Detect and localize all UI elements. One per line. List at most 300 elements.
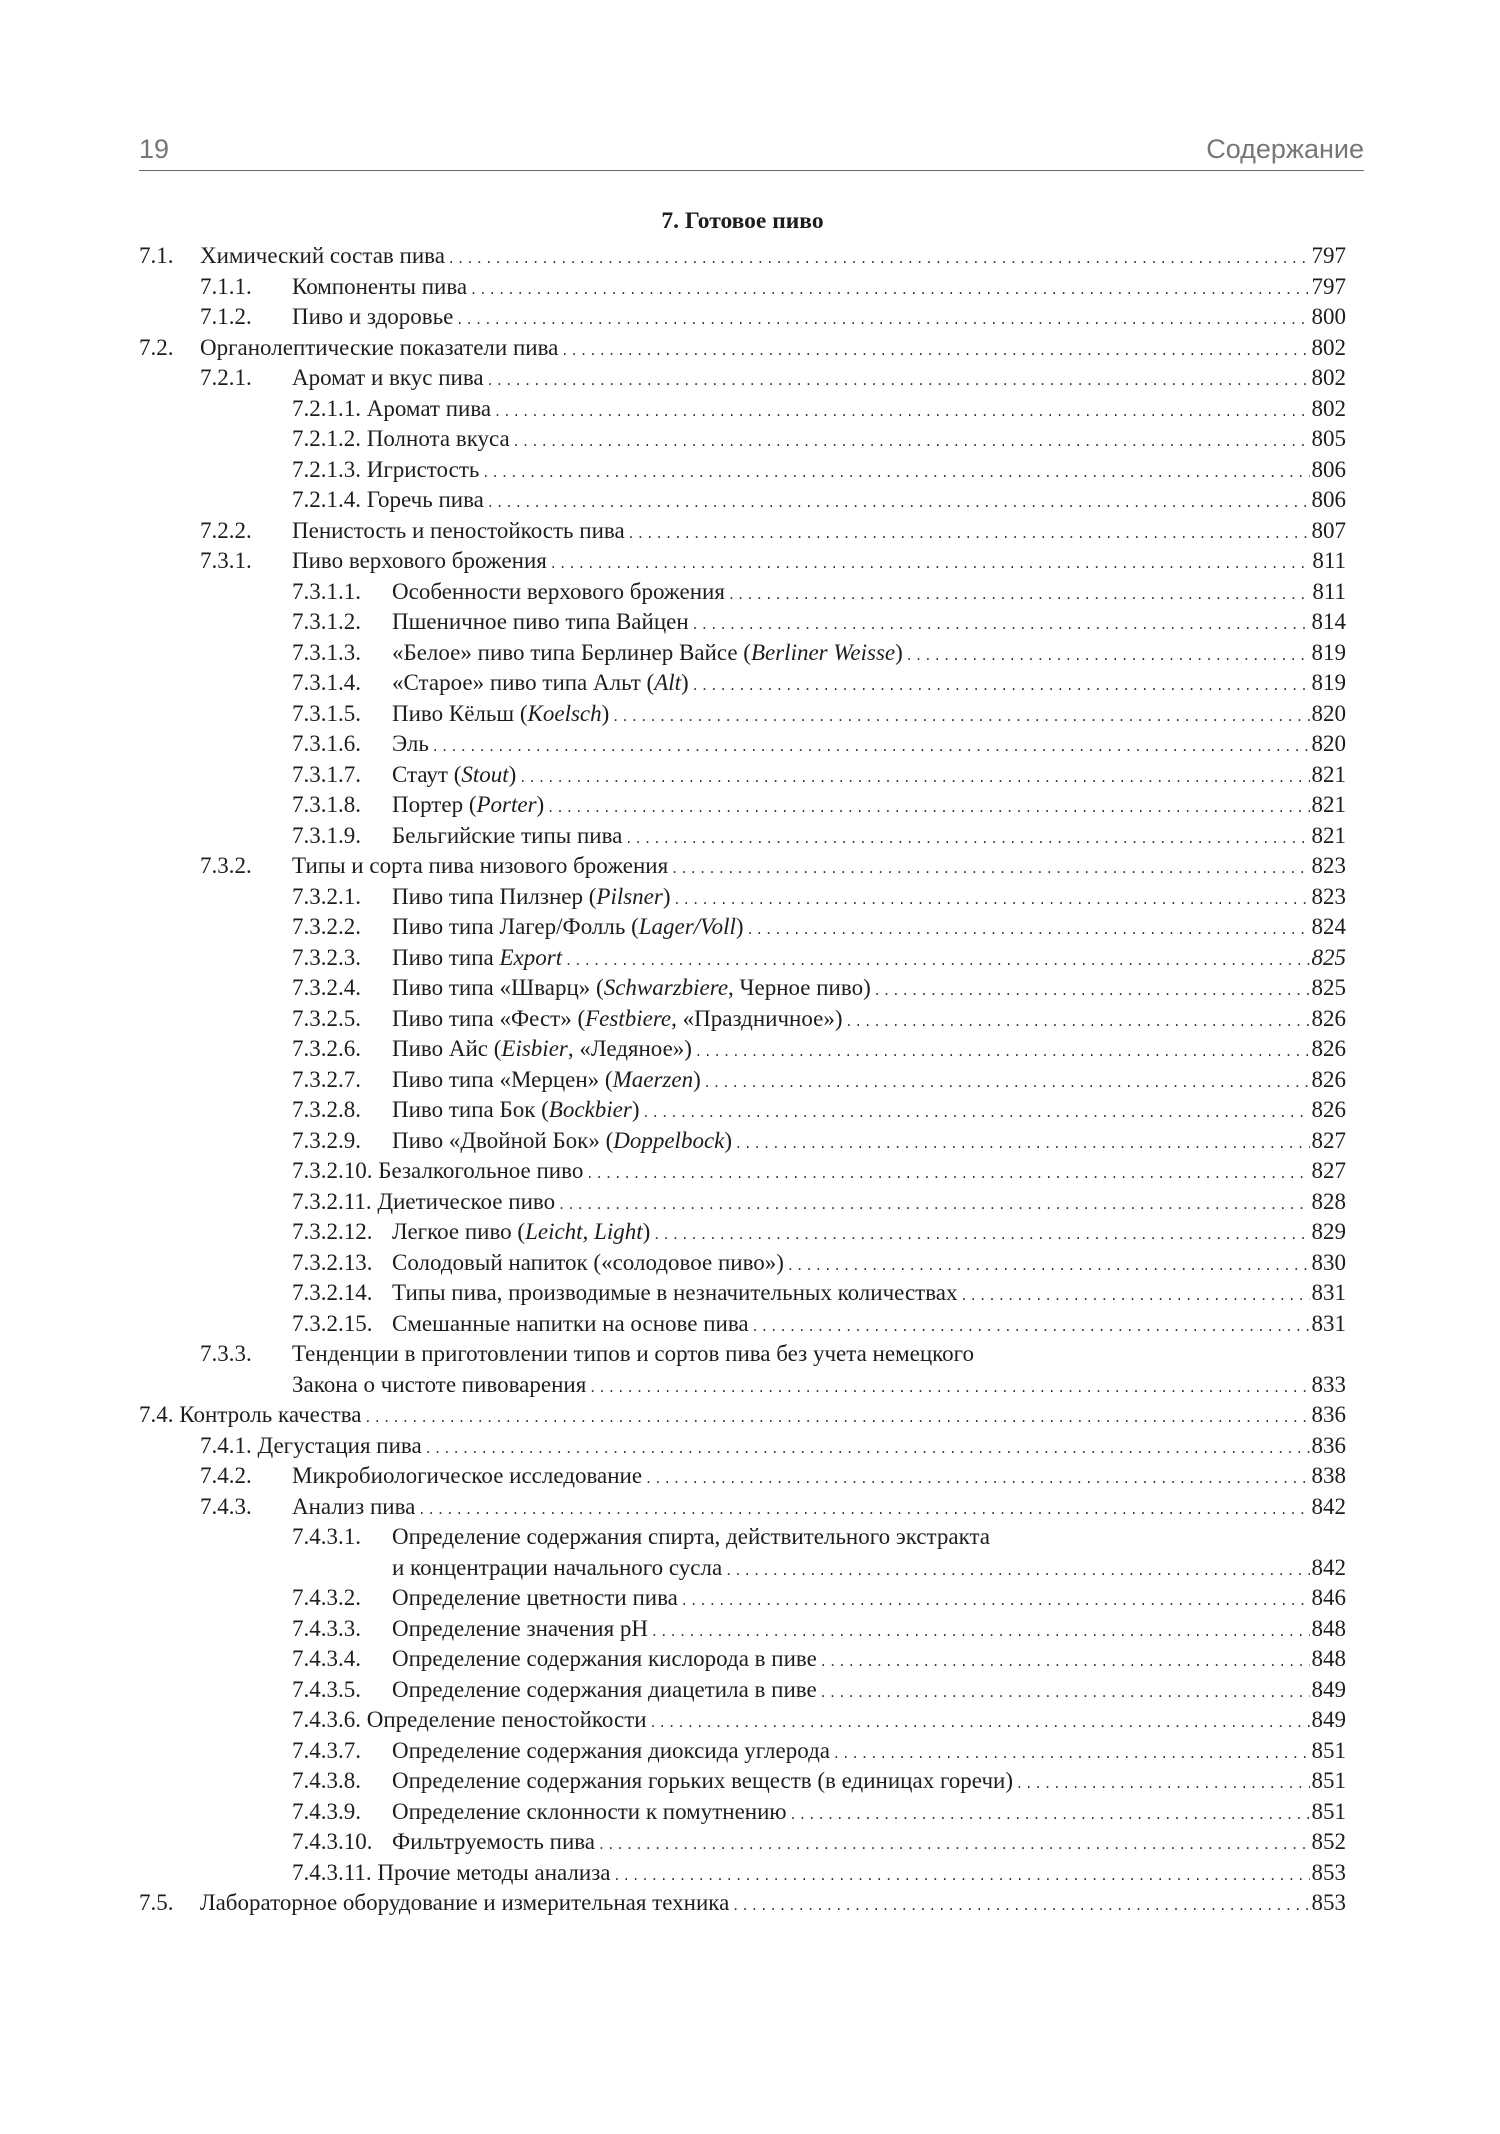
toc-page: 826 [1311, 1036, 1346, 1061]
toc-line [392, 1126, 1346, 1159]
toc-title-italic: Koelsch [527, 700, 602, 726]
toc-title-wrap [392, 1614, 648, 1645]
toc-entry [139, 1858, 1346, 1889]
toc-line [292, 424, 1346, 457]
toc-entry [139, 1827, 1346, 1858]
toc-number: 7.3.2.14. [292, 1280, 373, 1305]
toc-title-wrap [392, 1644, 817, 1675]
toc-line [392, 1004, 1346, 1037]
toc-title: Солодовый напиток («солодовое пиво») [392, 1249, 784, 1275]
toc-page: 797 [1311, 273, 1346, 299]
toc-title: Определение склонности к помутнению [392, 1798, 787, 1824]
toc-title-wrap [392, 1736, 830, 1767]
toc-page: 851 [1311, 1737, 1346, 1763]
toc-entry [139, 302, 1346, 333]
toc-title: Легкое пиво ( [392, 1219, 526, 1244]
toc-line [392, 790, 1346, 823]
toc-line [392, 577, 1346, 610]
toc-title-italic: Porter [476, 792, 537, 817]
toc-number: 7.4.2. [200, 1463, 252, 1488]
toc-title-italic: Stout [461, 761, 509, 787]
toc-page: 853 [1311, 1890, 1346, 1915]
toc-title-italic: Leicht, Light [525, 1219, 643, 1244]
toc-number: 7.1.1. [200, 273, 252, 299]
toc-line [392, 668, 1346, 701]
toc-number: 7.3.2.5. [292, 1005, 361, 1031]
toc-title: Определение цветности пива [392, 1585, 678, 1610]
toc-page: 826 [1311, 1097, 1346, 1122]
toc-title: «Белое» пиво типа Берлинер Вайсе ( [392, 639, 751, 665]
dot-leader [696, 1036, 1310, 1067]
dot-leader [726, 1555, 1309, 1586]
toc-title-wrap [392, 1217, 650, 1248]
dot-leader [753, 1311, 1310, 1342]
toc-title-wrap [292, 1187, 555, 1218]
dot-leader [559, 1189, 1309, 1220]
toc-title-end: , Черное пиво) [728, 975, 871, 1000]
toc-line [200, 333, 1346, 366]
toc-page: 802 [1311, 334, 1346, 360]
toc-page: 853 [1311, 1859, 1346, 1885]
dot-leader [551, 548, 1310, 579]
toc-line [292, 455, 1346, 488]
toc-line [292, 302, 1346, 335]
toc-page: 846 [1311, 1585, 1346, 1610]
toc-title-wrap [292, 363, 484, 394]
toc-entry [139, 1339, 1346, 1400]
toc-line [392, 1065, 1346, 1098]
dot-leader [629, 518, 1310, 549]
dot-leader [875, 975, 1310, 1006]
toc-line [292, 1492, 1346, 1525]
toc-title-wrap [392, 638, 903, 669]
dot-leader [748, 914, 1310, 945]
toc-line [392, 1278, 1346, 1311]
toc-number: 7.4.3.3. [292, 1615, 361, 1641]
toc-title-wrap [200, 241, 445, 272]
toc-title: 7.2.1.2. Полнота вкуса [292, 426, 510, 451]
dot-leader [961, 1280, 1309, 1311]
toc-title-end: ) [631, 1097, 640, 1122]
toc-page: 800 [1311, 304, 1346, 329]
toc-title-wrap [392, 760, 516, 791]
toc-line [392, 1736, 1346, 1769]
dot-leader [1017, 1768, 1310, 1799]
toc-title: Пиво Кёльш ( [392, 700, 528, 726]
toc-number: 7.3.2.6. [292, 1036, 361, 1061]
toc-number: 7.4.3.10. [292, 1829, 373, 1854]
toc-entry [139, 546, 1346, 577]
toc-page: 842 [1311, 1493, 1346, 1519]
toc-title-italic: Export [499, 944, 563, 970]
toc-title-wrap [392, 607, 689, 638]
page-number: 19 [139, 134, 170, 164]
toc-number: 7.3.1. [200, 548, 252, 573]
toc-page: 823 [1311, 853, 1346, 878]
toc-title-wrap [292, 1705, 647, 1736]
toc-number: 7.4.3.9. [292, 1798, 361, 1824]
toc-page: 851 [1311, 1798, 1346, 1824]
toc-entry [139, 1431, 1346, 1462]
toc-title-wrap [292, 516, 625, 547]
toc-number: 7.3.1.5. [292, 700, 361, 726]
toc-page: 819 [1311, 639, 1346, 665]
toc-title-italic: Schwarzbiere [603, 975, 729, 1000]
toc-title: Химический состав пива [200, 243, 445, 268]
toc-title: 7.2.1.1. Аромат пива [292, 395, 492, 421]
toc-title: Пенистость и пеностойкость пива [292, 517, 625, 543]
toc-title-wrap [292, 1461, 642, 1492]
toc-line [392, 973, 1346, 1006]
toc-page: 807 [1311, 517, 1346, 543]
dot-leader [520, 762, 1309, 793]
toc-title-wrap [292, 455, 479, 486]
dot-leader [705, 1067, 1310, 1098]
toc-number: 7.2.2. [200, 517, 252, 543]
toc-title-wrap [392, 1766, 1013, 1797]
toc-entry [139, 241, 1346, 272]
toc-title-italic: Doppelbock [613, 1127, 725, 1153]
toc-title-wrap [292, 1858, 611, 1889]
toc-entry [139, 638, 1346, 669]
toc-entry [139, 1278, 1346, 1309]
toc-title-wrap [392, 1004, 842, 1035]
toc-title: Определение значения pH [392, 1615, 649, 1641]
toc-title-wrap [292, 485, 484, 516]
toc-title-italic: Maerzen [612, 1066, 694, 1092]
toc-line [292, 1339, 1346, 1370]
toc-page: 821 [1311, 761, 1346, 787]
dot-leader [590, 1372, 1309, 1403]
dot-leader [672, 853, 1309, 884]
toc-title: Пиво типа Пилзнер ( [392, 883, 597, 909]
toc-entry [139, 1675, 1346, 1706]
toc-page: 805 [1311, 426, 1346, 451]
toc-title: Пиво типа «Мерцен» ( [392, 1066, 613, 1092]
toc-line [200, 241, 1346, 274]
toc-entry [139, 668, 1346, 699]
toc-number: 7.2. [139, 334, 174, 360]
toc-page: 824 [1311, 914, 1346, 939]
toc-title: Микробиологическое исследование [292, 1463, 643, 1488]
toc-entry [139, 1888, 1346, 1919]
toc-number: 7.3.2.4. [292, 975, 361, 1000]
toc-page: 836 [1311, 1402, 1346, 1427]
toc-title: 7.3.2.10. Безалкогольное пиво [292, 1158, 584, 1183]
toc-title-wrap [392, 943, 562, 974]
toc-title-wrap [200, 1888, 729, 1919]
dot-leader [426, 1433, 1310, 1464]
toc-entry [139, 790, 1346, 821]
toc-page: 827 [1311, 1158, 1346, 1183]
toc-title: 7.2.1.3. Игристость [292, 456, 480, 482]
toc-number: 7.4.3.5. [292, 1676, 361, 1702]
toc-title: Определение содержания диоксида углерода [392, 1737, 830, 1763]
toc-title: Эль [392, 731, 429, 756]
toc-entry [139, 1461, 1346, 1492]
toc-number: 7.3.2.13. [292, 1249, 373, 1275]
dot-leader [651, 1707, 1310, 1738]
toc-page: 833 [1311, 1371, 1346, 1397]
toc-line [392, 821, 1346, 854]
toc-title-wrap [392, 912, 744, 943]
toc-number: 7.1.2. [200, 304, 252, 329]
toc-page: 806 [1311, 487, 1346, 512]
toc-number: 7.4.3.4. [292, 1646, 361, 1671]
dot-leader [495, 396, 1309, 427]
toc-title-continued: Закона о чистоте пивоварения [292, 1371, 587, 1397]
toc-number: 7.4.3. [200, 1493, 252, 1519]
toc-title-wrap [292, 302, 453, 333]
toc-entry [139, 729, 1346, 760]
dot-leader [449, 243, 1310, 274]
dot-leader [788, 1250, 1310, 1281]
toc-entry [139, 973, 1346, 1004]
toc-page: 848 [1311, 1615, 1346, 1641]
toc-title-wrap [392, 577, 725, 608]
toc-page: 802 [1311, 365, 1346, 390]
toc-entry [139, 1736, 1346, 1767]
toc-title: Определение содержания кислорода в пиве [392, 1646, 817, 1671]
dot-leader [907, 640, 1310, 671]
toc-entry [139, 1797, 1346, 1828]
dot-leader [488, 365, 1310, 396]
toc-title: Типы пива, производимые в незначительных количествах [392, 1280, 958, 1305]
toc-number: 7.3.1.2. [292, 609, 361, 634]
toc-number: 7.5. [139, 1890, 174, 1915]
toc-title: Анализ пива [292, 1493, 416, 1519]
toc-line [392, 1217, 1346, 1250]
toc-entry [139, 1309, 1346, 1340]
toc-title: 7.4.1. Дегустация пива [200, 1432, 422, 1458]
toc-entry [139, 821, 1346, 852]
toc-title-italic: Festbiere [585, 1005, 672, 1031]
dot-leader [433, 731, 1310, 762]
dot-leader [791, 1799, 1310, 1830]
toc-entry [139, 455, 1346, 486]
dot-leader [587, 1158, 1309, 1189]
toc-title: Пиво верхового брожения [292, 548, 547, 573]
dot-leader [419, 1494, 1309, 1525]
dot-leader [693, 609, 1310, 640]
dot-leader [846, 1006, 1309, 1037]
dot-leader [613, 701, 1309, 732]
toc-title-wrap [392, 1095, 639, 1126]
toc-entry [139, 1004, 1346, 1035]
toc-entry [139, 424, 1346, 455]
toc-title-wrap [392, 1309, 749, 1340]
toc-title-wrap [392, 699, 609, 730]
toc-line [392, 912, 1346, 945]
toc-title-italic: Bockbier [548, 1097, 632, 1122]
toc-line [292, 1461, 1346, 1494]
toc-number: 7.3.2.12. [292, 1219, 373, 1244]
dot-leader [733, 1890, 1309, 1921]
running-title: Содержание [1206, 134, 1364, 164]
toc-line [392, 1644, 1346, 1677]
dot-leader [693, 670, 1310, 701]
toc-number: 7.4.3.1. [292, 1524, 361, 1549]
toc-page: 806 [1311, 456, 1346, 482]
toc-title-wrap [392, 790, 544, 821]
toc-title-wrap [392, 1065, 701, 1096]
toc-title-wrap [392, 1583, 678, 1614]
toc-page: 802 [1311, 395, 1346, 421]
toc-page: 842 [1311, 1554, 1346, 1580]
dot-leader [483, 457, 1309, 488]
toc-line [392, 1522, 1346, 1553]
toc-number: 7.4.3.7. [292, 1737, 361, 1763]
toc-line [292, 363, 1346, 396]
toc-entry [139, 1400, 1346, 1431]
toc-title-end: ) [508, 761, 517, 787]
toc-title-wrap [292, 424, 510, 455]
dot-leader [626, 823, 1309, 854]
toc-title-wrap [392, 821, 622, 852]
dot-leader [514, 426, 1310, 457]
toc-page: 826 [1311, 1005, 1346, 1031]
toc-entry [139, 272, 1346, 303]
toc-title-wrap [139, 1400, 362, 1431]
toc-entry [139, 1217, 1346, 1248]
toc-entry [139, 1065, 1346, 1096]
toc-title-wrap [392, 973, 871, 1004]
toc-page: 826 [1311, 1066, 1346, 1092]
toc-number: 7.3.1.7. [292, 761, 361, 787]
toc-title-wrap [292, 546, 547, 577]
toc-title-end: ) [693, 1066, 701, 1092]
toc-number: 7.3.1.9. [292, 822, 361, 848]
toc-number: 7.2.1. [200, 365, 252, 390]
toc-page: 836 [1311, 1432, 1346, 1458]
dot-leader [821, 1677, 1310, 1708]
toc-entry [139, 1156, 1346, 1187]
toc-line [292, 272, 1346, 305]
toc-line [392, 760, 1346, 793]
toc-page: 831 [1311, 1310, 1346, 1336]
toc-title-continued: и концентрации начального сусла [392, 1554, 723, 1580]
toc-title: Особенности верхового брожения [392, 578, 725, 604]
toc-number: 7.3.2.1. [292, 883, 361, 909]
toc-line [292, 516, 1346, 549]
toc-title-wrap [392, 1278, 957, 1309]
toc-title-end: ) [662, 883, 671, 909]
toc-title: Аромат и вкус пива [292, 365, 484, 390]
toc-title: Пиво и здоровье [292, 304, 454, 329]
dot-leader [652, 1616, 1309, 1647]
toc-entry [139, 943, 1346, 974]
toc-title-wrap [292, 1156, 583, 1187]
dot-leader [643, 1097, 1309, 1128]
toc-title: 7.4.3.11. Прочие методы анализа [292, 1859, 611, 1885]
toc-number: 7.4.3.2. [292, 1585, 361, 1610]
toc-entry [139, 699, 1346, 730]
toc-title-end: ) [601, 700, 610, 726]
toc-number: 7.3.2.15. [292, 1310, 373, 1336]
toc-page: 820 [1311, 731, 1346, 756]
toc-title-italic: Berliner Weisse [750, 639, 896, 665]
toc-entry [139, 1644, 1346, 1675]
toc-title: Тенденции в приготовлении типов и сортов пива без учета немецкого [292, 1341, 975, 1366]
toc-line [392, 1675, 1346, 1708]
running-head [139, 130, 1364, 171]
toc-entry [139, 1187, 1346, 1218]
toc-title-italic: Lager/Voll [638, 914, 736, 939]
toc-title: 7.4. Контроль качества [139, 1402, 362, 1427]
toc-number: 7.1. [139, 243, 174, 268]
toc-entry [139, 882, 1346, 913]
toc-line [392, 699, 1346, 732]
toc-title: Определение содержания диацетила в пиве [392, 1676, 817, 1702]
toc-number: 7.3.2. [200, 853, 252, 878]
dot-leader [729, 579, 1310, 610]
toc-entry [139, 607, 1346, 638]
toc-page: 797 [1311, 243, 1346, 268]
toc-line [392, 638, 1346, 671]
dot-leader [471, 274, 1309, 305]
toc-line [200, 1431, 1346, 1464]
toc-line [392, 1583, 1346, 1616]
toc-title-wrap [392, 1675, 817, 1706]
toc-line [392, 1766, 1346, 1799]
dot-leader [821, 1646, 1310, 1677]
toc-title: Компоненты пива [292, 273, 468, 299]
toc-line [292, 1187, 1346, 1220]
toc-title: Определение содержания спирта, действительного экстракта [392, 1524, 990, 1549]
toc-title: Бельгийские типы пива [392, 822, 623, 848]
toc-title: Портер ( [392, 792, 477, 817]
toc-page: 849 [1311, 1676, 1346, 1702]
table-of-contents [139, 241, 1346, 1919]
toc-line [392, 1248, 1346, 1281]
toc-title: Смешанные напитки на основе пива [392, 1310, 749, 1336]
toc-title: Пиво типа «Шварц» ( [392, 975, 604, 1000]
toc-line [292, 1370, 1346, 1403]
toc-title-wrap [392, 882, 671, 913]
toc-number: 7.4.3.8. [292, 1768, 361, 1793]
toc-line [200, 1888, 1346, 1921]
toc-number: 7.3.3. [200, 1341, 252, 1366]
dot-leader [562, 335, 1309, 366]
toc-number: 7.3.2.9. [292, 1127, 361, 1153]
toc-number: 7.3.2.7. [292, 1066, 361, 1092]
toc-line [392, 607, 1346, 640]
toc-title: Пшеничное пиво типа Вайцен [392, 609, 689, 634]
toc-page: 848 [1311, 1646, 1346, 1671]
toc-title-wrap [200, 1431, 422, 1462]
dot-leader [488, 487, 1310, 518]
toc-page: 830 [1311, 1249, 1346, 1275]
toc-number: 7.3.1.4. [292, 670, 361, 695]
toc-line [392, 1553, 1346, 1586]
toc-page: 811 [1312, 548, 1346, 573]
toc-line [292, 546, 1346, 579]
toc-title-wrap [392, 729, 429, 760]
toc-title-wrap [292, 1492, 415, 1523]
dot-leader [457, 304, 1309, 335]
dot-leader [646, 1463, 1309, 1494]
dot-leader [675, 884, 1310, 915]
toc-entry [139, 760, 1346, 791]
toc-entry [139, 485, 1346, 516]
dot-leader [736, 1128, 1309, 1159]
toc-title-wrap [292, 851, 668, 882]
toc-line [392, 729, 1346, 762]
toc-entry [139, 363, 1346, 394]
dot-leader [366, 1402, 1310, 1433]
toc-line [392, 882, 1346, 915]
toc-title-italic: Pilsner [596, 883, 663, 909]
